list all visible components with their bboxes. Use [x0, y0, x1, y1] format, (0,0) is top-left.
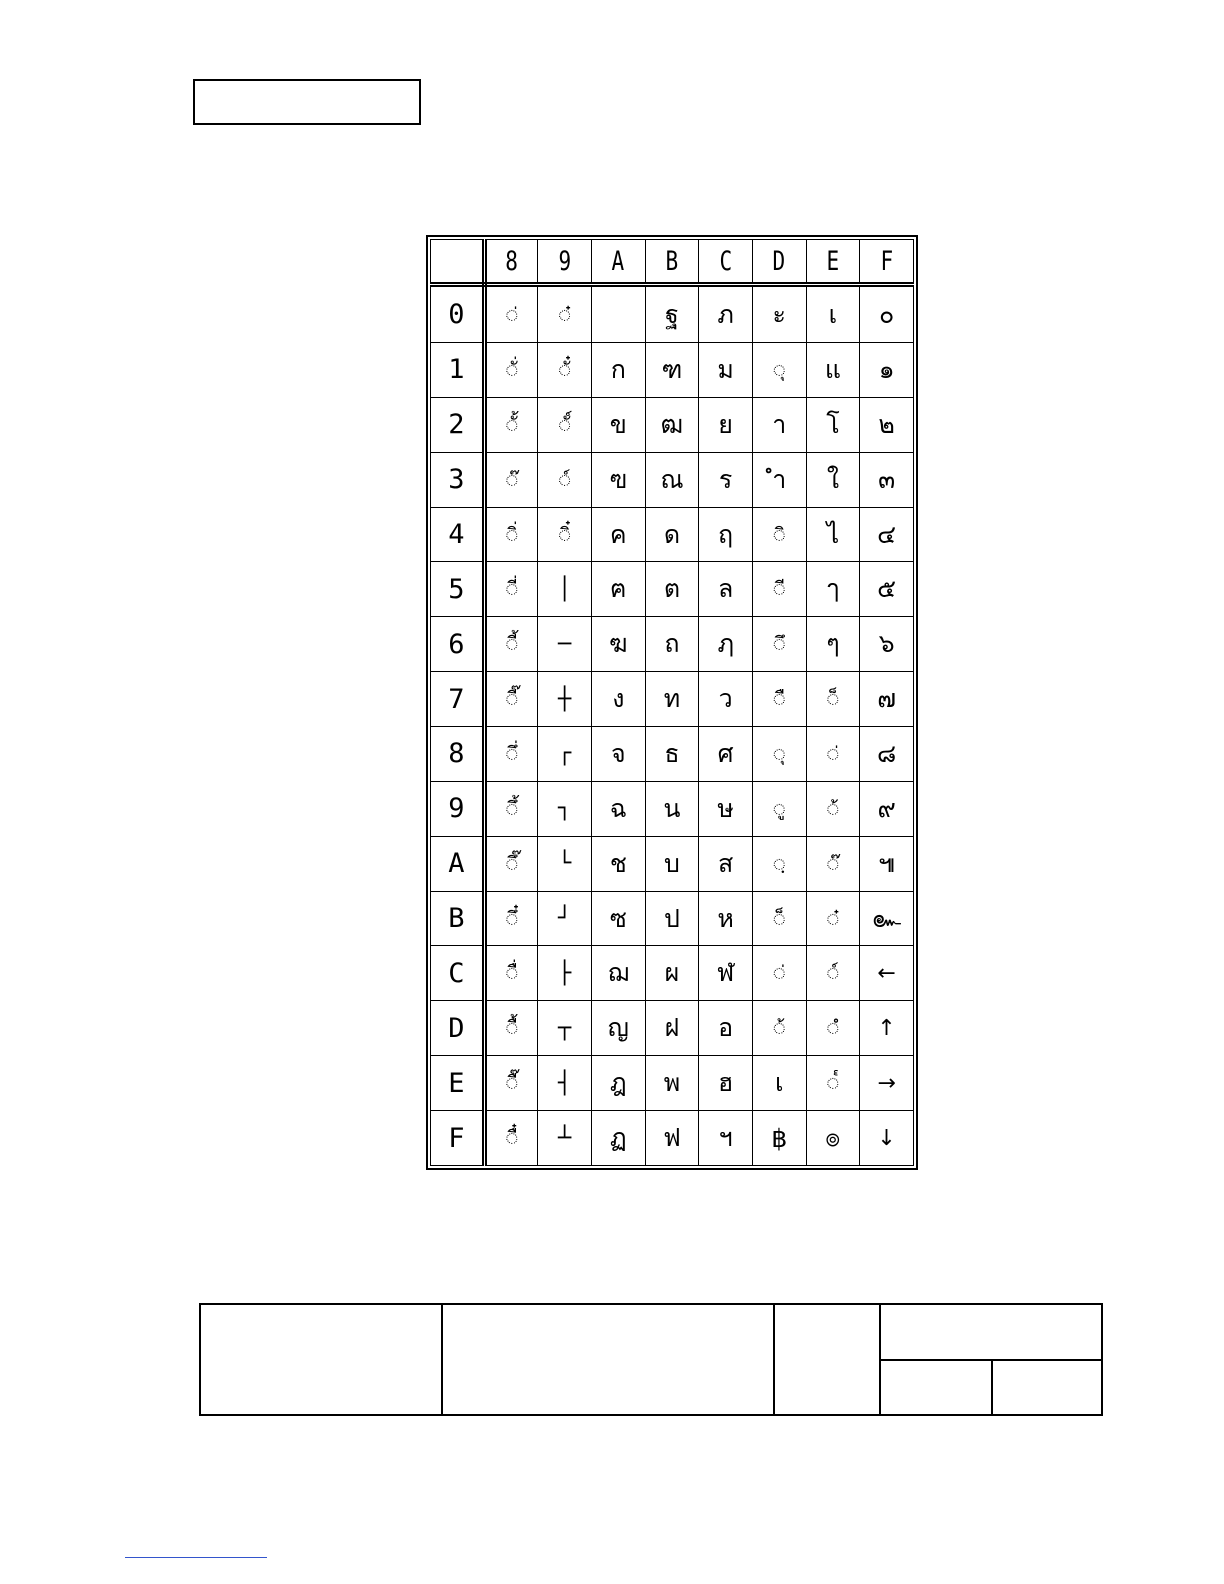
char-cell: ◌ึ — [752, 617, 806, 672]
row-header: D — [431, 1001, 485, 1056]
char-cell: ฏ — [591, 1111, 645, 1166]
char-cell: ┬ — [538, 1001, 592, 1056]
char-cell: │ — [538, 562, 592, 617]
char-cell: ◌ิ — [752, 507, 806, 562]
title-block-cell — [774, 1304, 880, 1415]
row-header: 7 — [431, 672, 485, 727]
column-header: 9 — [544, 240, 586, 285]
char-cell: ─ — [538, 617, 592, 672]
char-cell: เ — [752, 1056, 806, 1111]
table-row — [431, 562, 914, 617]
char-cell: ๏ — [806, 1111, 860, 1166]
char-cell: ◌๊ — [806, 836, 860, 891]
table-row — [431, 781, 914, 836]
char-cell: แ — [806, 343, 860, 398]
char-cell: ◌ื — [752, 672, 806, 727]
table-row — [431, 836, 914, 891]
char-cell: ช — [591, 836, 645, 891]
char-cell: ◌ึ๋ — [484, 891, 538, 946]
char-cell: ◌ิ่ — [484, 507, 538, 562]
char-cell: ฤ — [699, 507, 753, 562]
char-cell: ห — [699, 891, 753, 946]
table-row — [431, 452, 914, 507]
char-cell: ๗ — [860, 672, 914, 727]
char-cell: ม — [699, 343, 753, 398]
char-cell: ฦ — [699, 617, 753, 672]
char-cell: ะ — [752, 285, 806, 343]
row-header: 1 — [431, 343, 485, 398]
char-cell: ไ — [806, 507, 860, 562]
char-cell: ข — [591, 397, 645, 452]
char-cell: ◌ฺ — [752, 836, 806, 891]
char-cell: ง — [591, 672, 645, 727]
row-header: 2 — [431, 397, 485, 452]
row-header: F — [431, 1111, 485, 1166]
char-cell: ๖ — [860, 617, 914, 672]
char-cell: ◌็ — [806, 672, 860, 727]
char-cell: ๑ — [860, 343, 914, 398]
char-cell: ◌ุ — [752, 343, 806, 398]
char-cell: ┤ — [538, 1056, 592, 1111]
char-cell: ◌๋ — [538, 285, 592, 343]
char-cell: ๘ — [860, 727, 914, 782]
char-cell: ◌่ — [752, 946, 806, 1001]
column-header-row — [431, 240, 914, 285]
char-cell: ถ — [645, 617, 699, 672]
char-cell: ◌ึ่ — [484, 727, 538, 782]
char-cell: ◌ื๊ — [484, 1056, 538, 1111]
title-block-cell — [442, 1304, 774, 1415]
char-cell: ำ — [752, 452, 806, 507]
table-row — [431, 1001, 914, 1056]
char-cell: ๔ — [860, 507, 914, 562]
char-cell: ฬ — [699, 946, 753, 1001]
char-cell: ๙ — [860, 781, 914, 836]
row-header: 8 — [431, 727, 485, 782]
char-cell: ├ — [538, 946, 592, 1001]
row-header: 4 — [431, 507, 485, 562]
char-cell: ฝ — [645, 1001, 699, 1056]
char-cell: ◌่ — [484, 285, 538, 343]
column-header: 8 — [490, 240, 532, 285]
char-cell: ◌ํ — [806, 1001, 860, 1056]
label-box — [193, 79, 421, 125]
char-cell: ◌ั์ — [538, 397, 592, 452]
char-cell: ◌๎ — [806, 1056, 860, 1111]
char-cell: ด — [645, 507, 699, 562]
char-cell: ว — [699, 672, 753, 727]
table-row — [431, 946, 914, 1001]
column-header: A — [597, 240, 639, 285]
title-block-cell — [992, 1360, 1102, 1415]
char-cell: ◌ี่ — [484, 562, 538, 617]
table-row — [431, 672, 914, 727]
row-header: 5 — [431, 562, 485, 617]
title-block-table — [199, 1303, 1103, 1416]
row-header: 0 — [431, 285, 485, 343]
column-header: D — [758, 240, 800, 285]
char-cell: ท — [645, 672, 699, 727]
table-row — [431, 1056, 914, 1111]
char-cell: ↓ — [860, 1111, 914, 1166]
char-cell: ส — [699, 836, 753, 891]
char-cell: ฃ — [591, 452, 645, 507]
char-cell: ๛ — [860, 891, 914, 946]
char-cell: น — [645, 781, 699, 836]
table-row — [431, 727, 914, 782]
row-header: B — [431, 891, 485, 946]
char-cell: เ — [806, 285, 860, 343]
column-header: C — [705, 240, 747, 285]
char-cell: ใ — [806, 452, 860, 507]
char-cell: า — [752, 397, 806, 452]
char-cell: ◌ู — [752, 781, 806, 836]
column-header: B — [651, 240, 693, 285]
character-code-table — [426, 235, 918, 1170]
char-cell: ศ — [699, 727, 753, 782]
table-row — [431, 1111, 914, 1166]
char-cell: → — [860, 1056, 914, 1111]
char-cell: └ — [538, 836, 592, 891]
char-cell: พ — [645, 1056, 699, 1111]
char-cell: ◌ั่ — [484, 343, 538, 398]
char-cell: จ — [591, 727, 645, 782]
char-cell: ┘ — [538, 891, 592, 946]
char-cell: ซ — [591, 891, 645, 946]
char-cell: ◌ึ้ — [484, 781, 538, 836]
char-cell: ฟ — [645, 1111, 699, 1166]
char-cell: ◌ี — [752, 562, 806, 617]
char-cell: ฒ — [645, 397, 699, 452]
column-header: E — [812, 240, 854, 285]
row-header: 3 — [431, 452, 485, 507]
char-cell: ↑ — [860, 1001, 914, 1056]
title-block-cell — [880, 1304, 1102, 1360]
char-cell: ญ — [591, 1001, 645, 1056]
char-cell: ๕ — [860, 562, 914, 617]
table-row — [431, 617, 914, 672]
title-block-cell — [880, 1360, 992, 1415]
char-cell: ฅ — [591, 562, 645, 617]
char-cell: ┴ — [538, 1111, 592, 1166]
char-cell: ผ — [645, 946, 699, 1001]
char-cell: ๅ — [806, 562, 860, 617]
char-cell: ๚ — [860, 836, 914, 891]
row-header: 9 — [431, 781, 485, 836]
row-header: A — [431, 836, 485, 891]
row-header: E — [431, 1056, 485, 1111]
char-cell: ฌ — [591, 946, 645, 1001]
char-cell: ฐ — [645, 285, 699, 343]
char-cell: ┼ — [538, 672, 592, 727]
char-cell: ◌้ — [806, 781, 860, 836]
char-cell: ค — [591, 507, 645, 562]
char-cell: ย — [699, 397, 753, 452]
char-cell: ◌์ — [806, 946, 860, 1001]
char-cell: ร — [699, 452, 753, 507]
char-cell: ล — [699, 562, 753, 617]
char-cell: ๆ — [806, 617, 860, 672]
title-block-cell — [200, 1304, 442, 1415]
char-cell — [591, 285, 645, 343]
char-cell: ← — [860, 946, 914, 1001]
table-row — [431, 343, 914, 398]
table-row — [431, 285, 914, 343]
corner-cell — [431, 240, 485, 285]
char-cell: ฮ — [699, 1056, 753, 1111]
char-cell: ┌ — [538, 727, 592, 782]
row-header: C — [431, 946, 485, 1001]
char-cell: ธ — [645, 727, 699, 782]
char-cell: ◌ื้ — [484, 1001, 538, 1056]
char-cell: ฎ — [591, 1056, 645, 1111]
char-cell: ภ — [699, 285, 753, 343]
table-row — [431, 397, 914, 452]
row-header: 6 — [431, 617, 485, 672]
char-cell: บ — [645, 836, 699, 891]
char-cell: ก — [591, 343, 645, 398]
char-cell: ◌ึ๊ — [484, 836, 538, 891]
char-cell: ┐ — [538, 781, 592, 836]
footer-link-underline — [125, 1557, 267, 1558]
char-cell: ษ — [699, 781, 753, 836]
char-cell: ◌่ — [806, 727, 860, 782]
char-cell: ฿ — [752, 1111, 806, 1166]
char-cell: ◌ื่ — [484, 946, 538, 1001]
char-cell: ◌ุ — [752, 727, 806, 782]
char-cell: ◌็ — [752, 891, 806, 946]
char-cell: ๓ — [860, 452, 914, 507]
char-cell: ๐ — [860, 285, 914, 343]
char-cell: ◌ี้ — [484, 617, 538, 672]
column-header: F — [866, 240, 908, 285]
char-cell: ฆ — [591, 617, 645, 672]
table-row — [431, 507, 914, 562]
char-cell: ◌้ — [752, 1001, 806, 1056]
char-cell: ต — [645, 562, 699, 617]
char-cell: ◌๋ — [806, 891, 860, 946]
char-cell: ฑ — [645, 343, 699, 398]
char-cell: ณ — [645, 452, 699, 507]
char-cell: โ — [806, 397, 860, 452]
char-cell: ◌ั้ — [484, 397, 538, 452]
char-cell: ◌ิ๋ — [538, 507, 592, 562]
char-cell: ◌์ — [538, 452, 592, 507]
char-cell: ◌ั๋ — [538, 343, 592, 398]
table-row — [431, 891, 914, 946]
char-cell: ◌ี๊ — [484, 672, 538, 727]
char-cell: ฯ — [699, 1111, 753, 1166]
char-cell: ป — [645, 891, 699, 946]
char-cell: ฉ — [591, 781, 645, 836]
char-cell: ◌๊ — [484, 452, 538, 507]
character-map-grid — [430, 239, 914, 1166]
char-cell: อ — [699, 1001, 753, 1056]
char-cell: ๒ — [860, 397, 914, 452]
char-cell: ◌ื๋ — [484, 1111, 538, 1166]
